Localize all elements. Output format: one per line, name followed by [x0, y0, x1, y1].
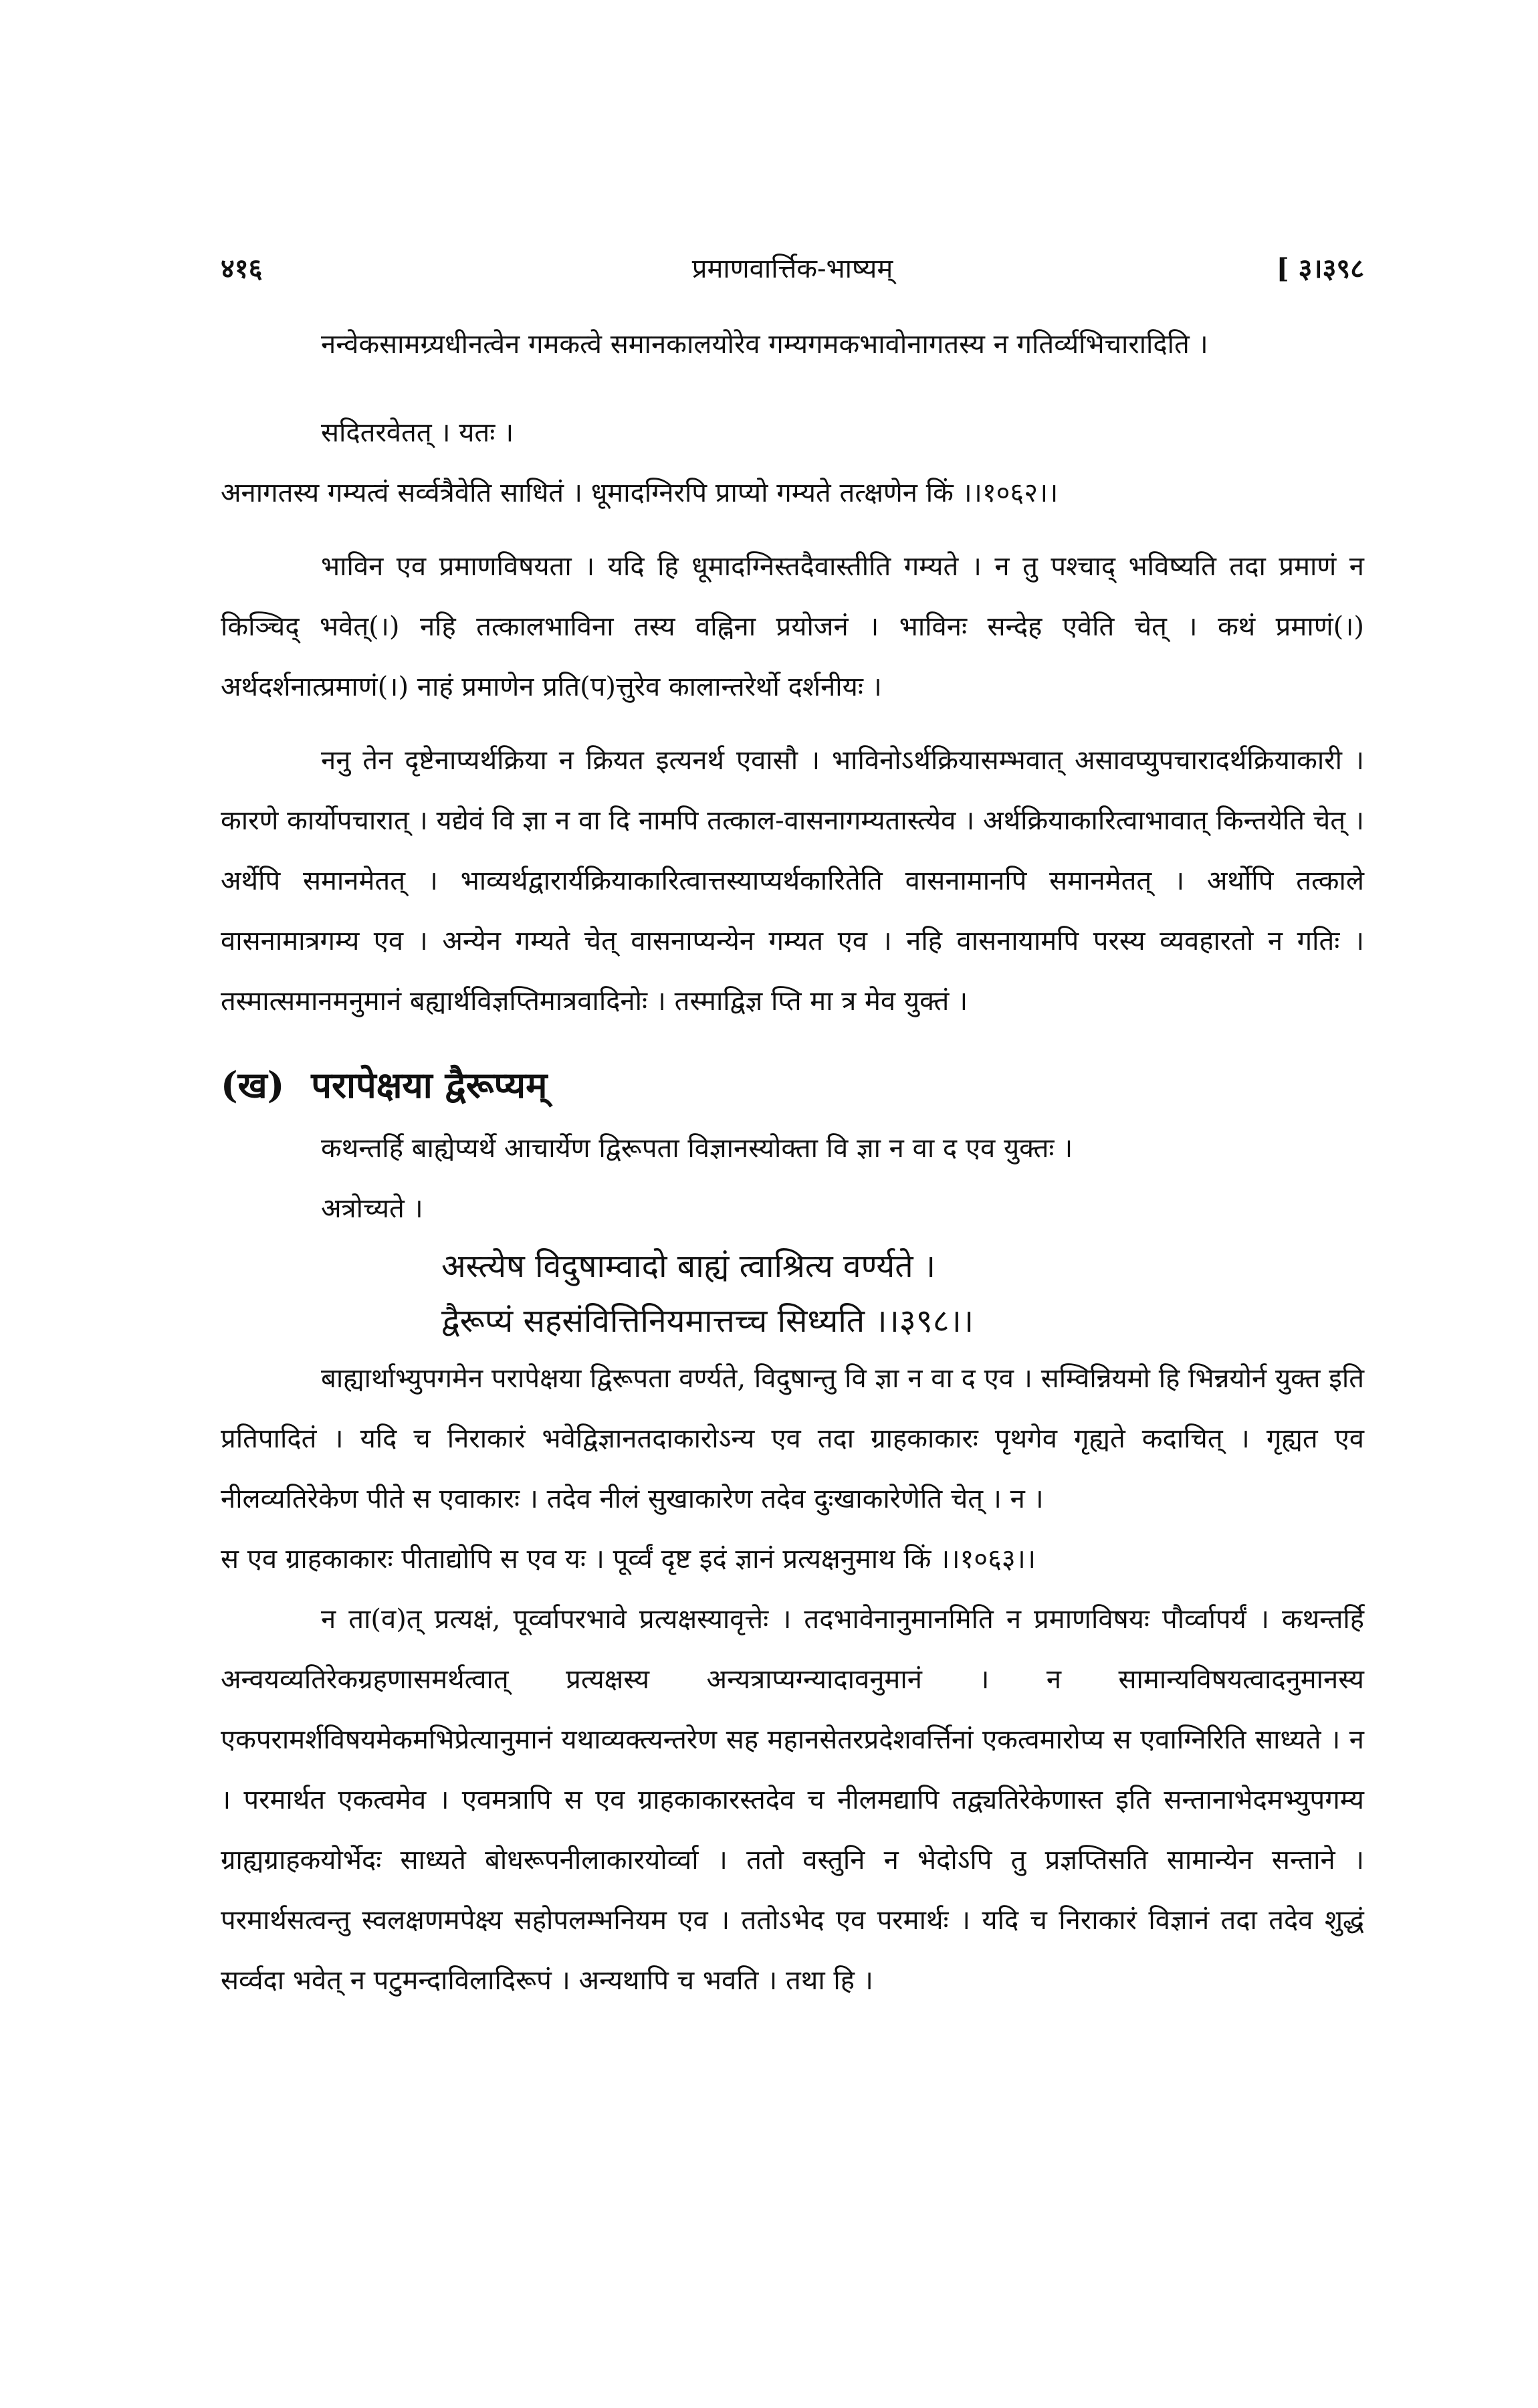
- paragraph-5: बाह्यार्थाभ्युपगमेन परापेक्षया द्विरूपता वर्ण्यते, विदुषान्तु वि ज्ञा न वा द एव । सम्विन्नियमो हि भिन्नयोर्न युक्त इति प्रतिपादितं । यदि च निराकारं भवेद्विज्ञानतदाकारोऽन्य एव तदा ग्राहकाकारः पृथगेव गृह्यते कदाचित् । गृह्यत एव नीलव्यतिरेकेण पीते स एवाकारः । तदेव नीलं सुखाकारेण तदेव दुःखाकारेणेति चेत् । न ।: [221, 1363, 1364, 1514]
- verse-reference: [ ३।३९८: [1276, 253, 1364, 284]
- karika-line-1: अस्त्येष विदुषाम्वादो बाह्यं त्वाश्रित्य वर्ण्यते ।: [441, 1247, 936, 1285]
- paragraph-3: भाविन एव प्रमाणविषयता । यदि हि धूमादग्निस्तदैवास्तीति गम्यते । न तु पश्चाद् भविष्यति तदा प्रमाणं न किञ्चिद् भवेत्(।) नहि तत्कालभाविना तस्य वह्निना प्रयोजनं । भाविनः सन्देह एवेति चेत् । कथं प्रमाणं(।) अर्थदर्शनात्प्रमाणं(।) नाहं प्रमाणेन प्रति(प)त्तुरेव कालान्तरेर्थो दर्शनीयः ।: [221, 551, 1364, 702]
- page-number: ४१६: [221, 253, 263, 284]
- running-title: प्रमाणवार्त्तिक-भाष्यम्: [691, 254, 893, 284]
- verse-1063: स एव ग्राहकाकारः पीताद्योपि स एव यः । पूर्व्वं दृष्ट इदं ज्ञानं प्रत्यक्षनुमाथ किं ।।१०६३।।: [221, 1544, 1036, 1575]
- paragraph-1: नन्वेकसामग्र्यधीनत्वेन गमकत्वे समानकालयोरेव गम्यगमकभावोनागतस्य न गतिर्व्यभिचारादिति ।: [321, 329, 1208, 360]
- section-title: परापेक्षया द्वैरूप्यम्: [311, 1064, 548, 1106]
- paragraph-4: ननु तेन दृष्टेनाप्यर्थक्रिया न क्रियत इत्यनर्थ एवासौ । भाविनोऽर्थक्रियासम्भवात् असावप्युपचारादर्थक्रियाकारी । कारणे कार्योपचारात् । यद्येवं वि ज्ञा न वा दि नामपि तत्काल-वासनागम्यतास्त्येव । अर्थक्रियाकारित्वाभावात् किन्तयेति चेत् । अर्थेपि समानमेतत् । भाव्यर्थद्वारार्यक्रियाकारित्वात्तस्याप्यर्थकारितेति वासनामानपि समानमेतत् । अर्थोपि तत्काले वासनामात्रगम्य एव । अन्येन गम्यते चेत् वासनाप्यन्येन गम्यत एव । नहि वासनायामपि परस्य व्यवहारतो न गतिः । तस्मात्समानमनुमानं बह्यार्थविज्ञप्तिमात्रवादिनोः । तस्माद्विज्ञ प्ति मा त्र मेव युक्तं ।: [221, 745, 1364, 1017]
- karika-line-2: द्वैरूप्यं सहसंवित्तिनियमात्तच्च सिध्यति ।।३९८।।: [441, 1302, 974, 1340]
- verse-1062: अनागतस्य गम्यत्वं सर्व्वत्रैवेति साधितं । धूमादग्निरपि प्राप्यो गम्यते तत्क्षणेन किं ।।१०६२।।: [221, 478, 1059, 508]
- paragraph-6: न ता(व)त् प्रत्यक्षं, पूर्व्वापरभावे प्रत्यक्षस्यावृत्तेः । तदभावेनानुमानमिति न प्रमाणविषयः पौर्व्वापर्यं । कथन्तर्हि अन्वयव्यतिरेकग्रहणासमर्थत्वात् प्रत्यक्षस्य अन्यत्राप्यग्न्यादावनुमानं । न सामान्यविषयत्वादनुमानस्य एकपरामर्शविषयमेकमभिप्रेत्यानुमानं यथाव्यक्त्यन्तरेण सह महानसेतरप्रदेशवर्त्तिनां एकत्वमारोप्य स एवाग्निरिति साध्यते । न । परमार्थत एकत्वमेव । एवमत्रापि स एव ग्राहकाकारस्तदेव च नीलमद्यापि तद्व्यतिरेकेणास्त इति सन्तानाभेदमभ्युपगम्य ग्राह्यग्राहकयोर्भेदः साध्यते बोधरूपनीलाकारयोर्व्वा । ततो वस्तुनि न भेदोऽपि तु प्रज्ञप्तिसति सामान्येन सन्ताने । परमार्थसत्वन्तु स्वलक्षणमपेक्ष्य सहोपलम्भनियम एव । ततोऽभेद एव परमार्थः । यदि च निराकारं विज्ञानं तदा तदेव शुद्धं सर्व्वदा भवेत् न पटुमन्दाविलादिरूपं । अन्यथापि च भवति । तथा हि ।: [221, 1604, 1364, 1996]
- section-heading: [221, 1051, 1364, 1118]
- page-header: [221, 249, 1364, 302]
- section-label: (ख): [221, 1064, 285, 1106]
- section-question: कथन्तर्हि बाह्येप्यर्थे आचार्येण द्विरूपता विज्ञानस्योक्ता वि ज्ञा न वा द एव युक्तः ।: [321, 1133, 1073, 1164]
- page-body: [221, 314, 1364, 2011]
- section-answer-intro: अत्रोच्यते ।: [321, 1193, 423, 1224]
- paragraph-2: सदितरवेतत् । यतः ।: [321, 417, 514, 448]
